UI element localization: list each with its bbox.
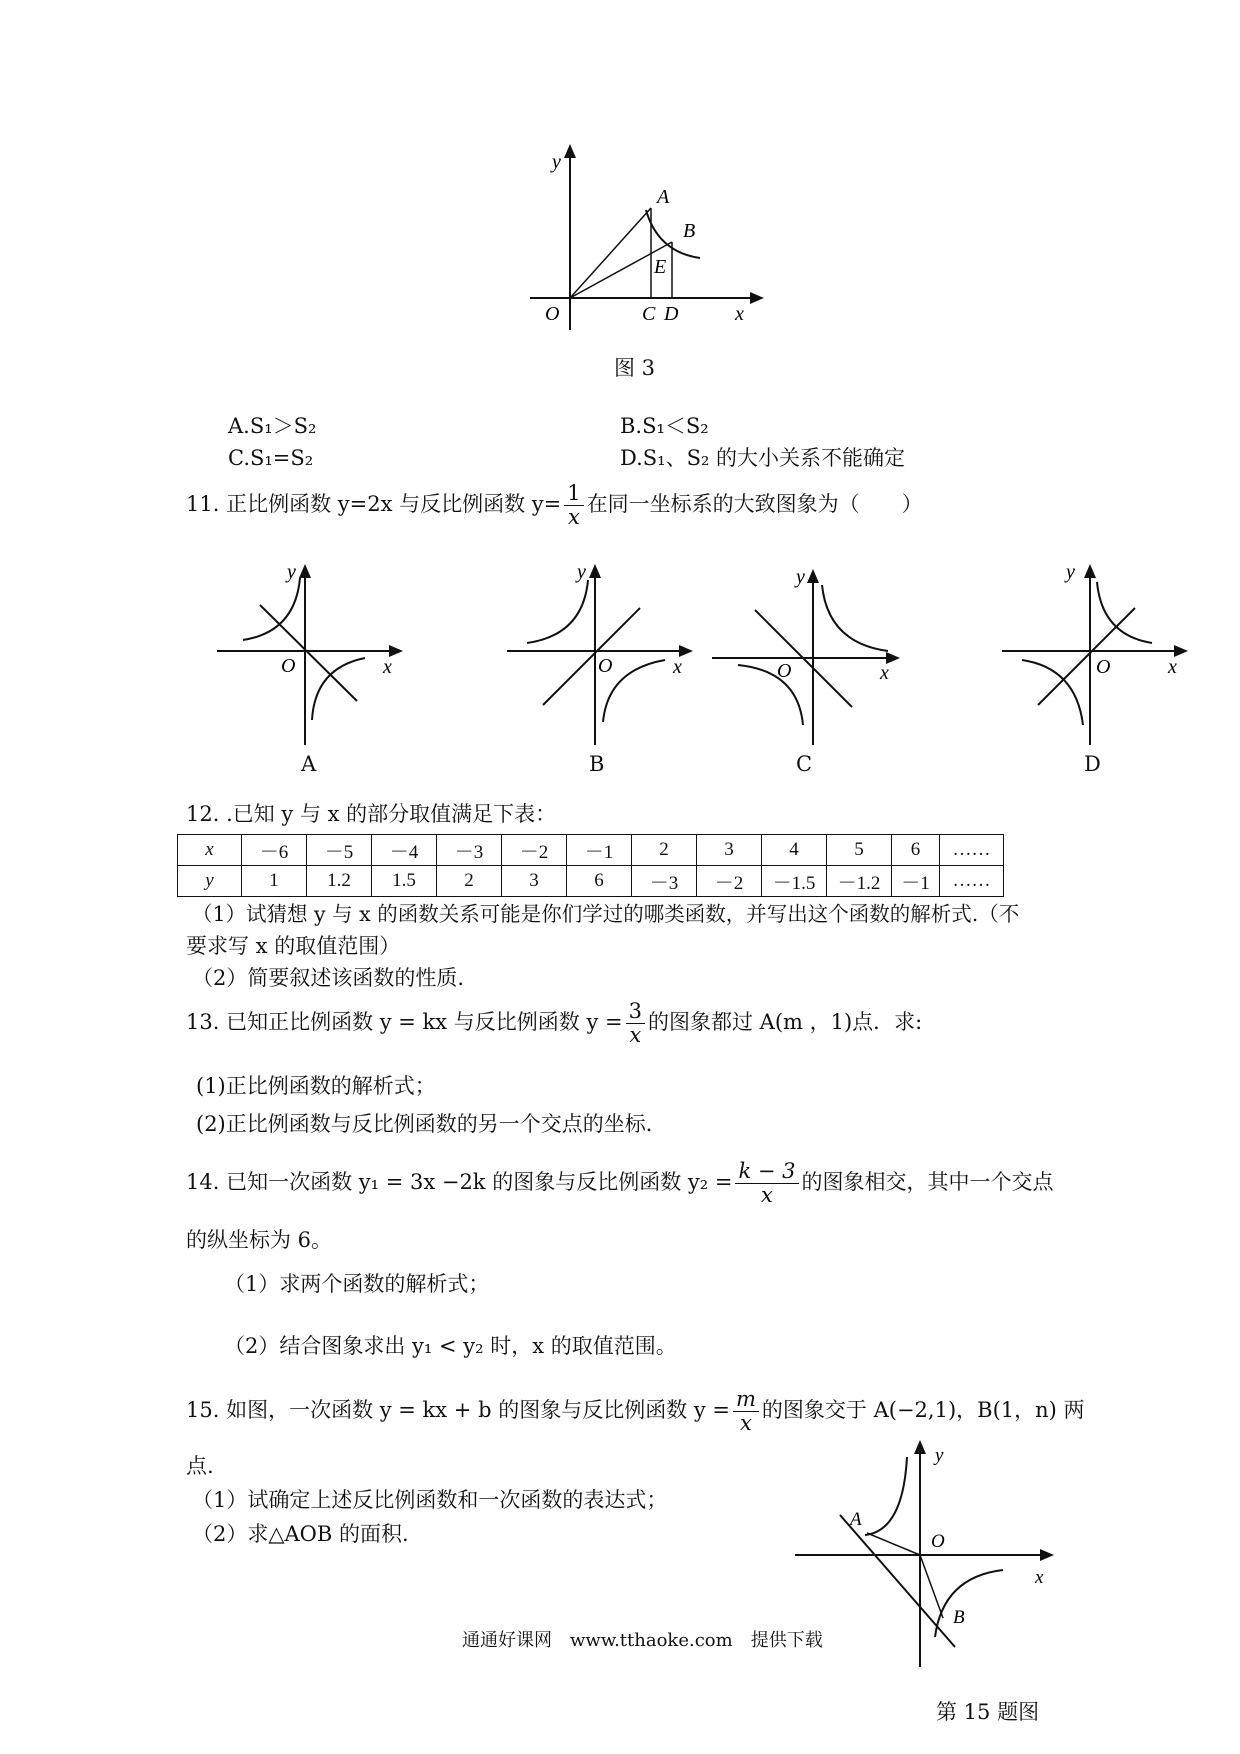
q15-part2: （2）求△AOB 的面积.	[192, 1522, 409, 1546]
table-cell: －4	[372, 835, 437, 866]
table-cell: 6	[892, 835, 940, 866]
fig3-o-label: O	[545, 303, 560, 325]
fig3-y-label: y	[552, 151, 561, 173]
q14-part1: （1）求两个函数的解析式；	[224, 1272, 490, 1296]
page-footer: 通通好课网 www.tthaoke.com 提供下载	[462, 1630, 823, 1651]
table-cell: 3	[697, 835, 762, 866]
fig3-c-label: C	[642, 303, 656, 325]
q15-fraction: $\frac{m}{x}$	[733, 1388, 759, 1435]
q10-option-c: C.S₁=S₂	[228, 446, 314, 470]
table-cell: 1.2	[307, 866, 372, 897]
table-cell: 5	[827, 835, 892, 866]
q13-part2: (2)正比例函数与反比例函数的另一个交点的坐标．	[196, 1112, 667, 1136]
q11a-o-label: O	[281, 655, 296, 677]
table-cell: ……	[940, 866, 1004, 897]
table-cell: －2	[697, 866, 762, 897]
q11a-y-label: y	[287, 561, 296, 583]
table-cell: －2	[502, 835, 567, 866]
q14-question: 14. 已知一次函数 y₁ = 3x −2k 的图象与反比例函数 y₂ = $\frac{k - 3}{x}$ 的图象相交，其中一个交点	[186, 1159, 1054, 1208]
table-cell: －3	[632, 866, 697, 897]
table-header-y: y	[178, 866, 242, 897]
table-header-x: x	[178, 835, 242, 866]
q14-part2: （2）结合图象求出 y₁ < y₂ 时，x 的取值范围。	[224, 1334, 677, 1358]
q12-value-table	[177, 834, 1004, 897]
q11c-o-label: O	[777, 660, 792, 682]
q15-o-label: O	[931, 1531, 945, 1552]
q11-question: 11. 正比例函数 y=2x 与反比例函数 y= $\frac{1}{x}$ 在同一坐标系的大致图象为（ ）	[186, 481, 923, 530]
table-cell: 2	[437, 866, 502, 897]
q11a-x-label: x	[383, 656, 392, 678]
table-row-x	[178, 835, 1004, 866]
q12-part2: （2）简要叙述该函数的性质.	[192, 966, 465, 990]
table-cell: 6	[567, 866, 632, 897]
q11-choice-a: A	[301, 752, 317, 776]
q11b-o-label: O	[598, 655, 613, 677]
q15-a-label: A	[850, 1509, 862, 1530]
q15-part1: （1）试确定上述反比例函数和一次函数的表达式；	[192, 1488, 668, 1512]
table-cell: 1.5	[372, 866, 437, 897]
table-cell: －1	[892, 866, 940, 897]
q10-option-a: A.S₁＞S₂	[228, 414, 317, 438]
q15-x-label: x	[1035, 1567, 1044, 1588]
q11-fraction: $\frac{1}{x}$	[564, 482, 583, 529]
table-cell: ……	[940, 835, 1004, 866]
q11-graph-a	[215, 560, 410, 745]
table-cell: 3	[502, 866, 567, 897]
q11c-x-label: x	[880, 662, 889, 684]
q15-line2: 点.	[186, 1454, 214, 1478]
q11d-o-label: O	[1096, 656, 1111, 678]
fig3-e-label: E	[654, 256, 667, 278]
q11-graph-c	[710, 565, 910, 745]
table-cell: －1.5	[762, 866, 827, 897]
q11b-y-label: y	[577, 561, 586, 583]
q11d-x-label: x	[1168, 656, 1177, 678]
table-cell: 2	[632, 835, 697, 866]
table-cell: －1.2	[827, 866, 892, 897]
q15-b-label: B	[953, 1607, 965, 1628]
q10-option-d: D.S₁、S₂ 的大小关系不能确定	[620, 446, 906, 470]
q12-part1-line1: （1）试猜想 y 与 x 的函数关系可能是你们学过的哪类函数，并写出这个函数的解析式.（不	[192, 902, 1020, 926]
table-row-y	[178, 866, 1004, 897]
table-cell: －3	[437, 835, 502, 866]
table-cell: 4	[762, 835, 827, 866]
q13-fraction: $\frac{3}{x}$	[626, 1000, 645, 1047]
q13-question: 13. 已知正比例函数 y = kx 与反比例函数 y = $\frac{3}{x}$ 的图象都过 A(m ，1)点．求:	[186, 999, 923, 1048]
table-cell: －5	[307, 835, 372, 866]
q11-choice-c: C	[796, 752, 813, 776]
q15-figure-caption: 第 15 题图	[936, 1700, 1040, 1724]
figure-3-caption: 图 3	[614, 356, 656, 380]
q14-fraction: $\frac{k - 3}{x}$	[735, 1160, 798, 1207]
q11b-x-label: x	[673, 656, 682, 678]
q11c-y-label: y	[796, 566, 805, 588]
q14-line2: 的纵坐标为 6。	[186, 1228, 333, 1252]
table-cell: 1	[242, 866, 307, 897]
q10-option-b: B.S₁＜S₂	[620, 414, 709, 438]
q12-stem: 12. .已知 y 与 x 的部分取值满足下表：	[186, 802, 557, 826]
q11-graph-b	[505, 560, 700, 745]
q11-graph-d	[1000, 560, 1195, 745]
q11-choice-b: B	[589, 752, 605, 776]
fig3-d-label: D	[664, 303, 679, 325]
q15-figure	[795, 1435, 1060, 1675]
q15-y-label: y	[935, 1445, 944, 1466]
table-cell: －6	[242, 835, 307, 866]
fig3-b-label: B	[683, 220, 696, 242]
table-cell: －1	[567, 835, 632, 866]
q11d-y-label: y	[1066, 561, 1075, 583]
fig3-x-label: x	[735, 303, 744, 325]
figure-3	[520, 140, 770, 350]
q15-question: 15. 如图，一次函数 y = kx + b 的图象与反比例函数 y = $\frac{m}{x}$ 的图象交于 A(−2,1)，B(1，n) 两	[186, 1387, 1085, 1436]
fig3-a-label: A	[657, 186, 670, 208]
q11-choice-d: D	[1084, 752, 1101, 776]
q12-part1-line2: 要求写 x 的取值范围）	[186, 934, 401, 958]
q13-part1: (1)正比例函数的解析式；	[196, 1074, 436, 1098]
